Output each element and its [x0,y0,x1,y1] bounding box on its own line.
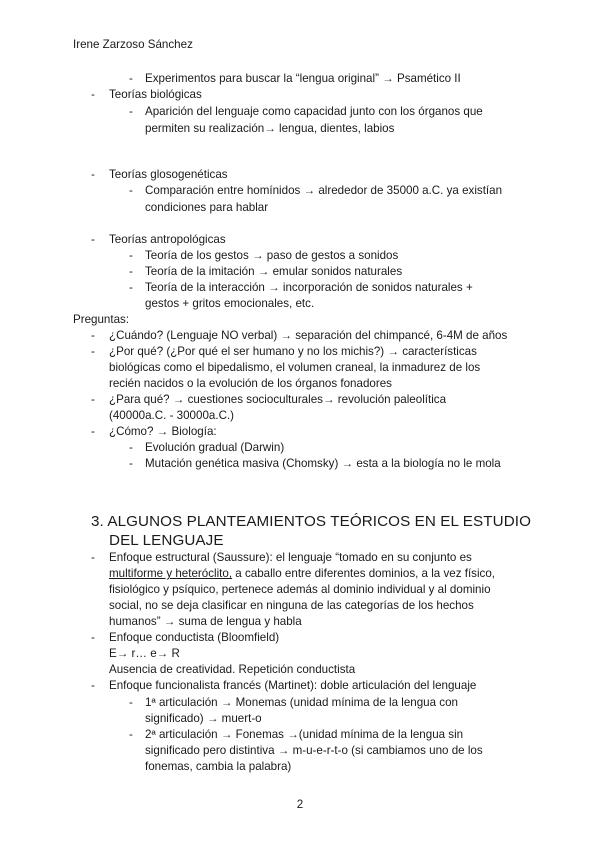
text-line: ¿Cuándo? (Lenguaje NO verbal) → separación del chimpancé, 6-4M de años [109,329,508,342]
section-heading: DEL LENGUAJE [109,532,224,549]
bullet-dash: - [91,631,95,644]
bullet-dash: - [129,105,133,118]
bullet-dash: - [91,679,95,692]
bullet-dash: - [91,393,95,406]
bullet-dash: - [91,551,95,564]
text-line: Teoría de la interacción → incorporación de sonidos naturales + [145,281,473,294]
text-line: Enfoque estructural (Saussure): el lenguaje “tomado en su conjunto es [109,551,472,564]
text-line: humanos” → suma de lengua y habla [109,615,302,628]
bullet-dash: - [91,425,95,438]
text-line: Teoría de los gestos → paso de gestos a sonidos [145,249,399,262]
bullet-dash: - [91,168,95,181]
text-line: 2ª articulación → Fonemas →(unidad mínima de la lengua sin [145,728,464,741]
text-line: ¿Para qué? → cuestiones socioculturales→ revolución paleolítica [109,393,447,406]
text-line: Experimentos para buscar la “lengua original” → Psamético II [145,72,461,85]
text-line: significado) → muert-o [145,712,262,725]
text-line: Preguntas: [73,313,130,326]
bullet-dash: - [129,728,133,741]
text-line: Evolución gradual (Darwin) [145,441,285,454]
text-span: a caballo entre diferentes dominios, a la vez físico, [232,567,496,580]
text-line: fisiológico y psíquico, pertenece además al dominio individual y al dominio [109,583,491,596]
text-line: Teoría de la imitación → emular sonidos naturales [145,265,403,278]
text-line: Mutación genética masiva (Chomsky) → esta a la biología no le mola [145,457,501,470]
text-line: Teorías biológicas [109,88,202,101]
text-line: Aparición del lenguaje como capacidad junto con los órganos que [145,105,483,118]
bullet-dash: - [129,457,133,470]
page-number: 2 [296,798,304,811]
text-line [109,566,495,582]
bullet-dash: - [129,249,133,262]
text-line: social, no se deja clasificar en ninguna de las categorías de los hechos [109,599,474,612]
bullet-dash: - [129,281,133,294]
text-line: 1ª articulación → Monemas (unidad mínima de la lengua con [145,696,458,709]
text-line: significado pero distintiva → m-u-e-r-t-o (si cambiamos uno de los [145,744,483,757]
document-header-author: Irene Zarzoso Sánchez [73,38,193,51]
bullet-dash: - [129,265,133,278]
text-line: condiciones para hablar [145,201,269,214]
text-line: Comparación entre homínidos → alrededor de 35000 a.C. ya existían [145,184,503,197]
bullet-dash: - [91,88,95,101]
text-line: ¿Por qué? (¿Por qué el ser humano y no los michis?) → características [109,345,477,358]
text-line: Enfoque conductista (Bloomfield) [109,631,280,644]
text-line: fonemas, cambia la palabra) [145,760,292,773]
bullet-dash: - [91,233,95,246]
text-line: Teorías antropológicas [109,233,226,246]
bullet-dash: - [91,345,95,358]
bullet-dash: - [129,441,133,454]
bullet-dash: - [129,696,133,709]
text-line: Enfoque funcionalista francés (Martinet): doble articulación del lenguaje [109,679,477,692]
underlined-phrase: multiforme y heteróclito, [109,567,233,580]
text-line: ¿Cómo? → Biología: [109,425,217,438]
text-line: (40000a.C. - 30000a.C.) [109,409,235,422]
section-heading: 3. ALGUNOS PLANTEAMIENTOS TEÓRICOS EN EL ESTUDIO [91,513,531,530]
text-line: recién nacidos o la evolución de los órganos fonadores [109,377,392,390]
text-line: gestos + gritos emocionales, etc. [145,297,315,310]
bullet-dash: - [129,72,133,85]
bullet-dash: - [91,329,95,342]
bullet-dash: - [129,184,133,197]
text-line: permiten su realización→ lengua, dientes, labios [145,122,395,135]
text-line: biológicas como el bipedalismo, el volumen craneal, la inmadurez de los [109,361,481,374]
text-line: Ausencia de creatividad. Repetición conductista [109,663,356,676]
text-line: Teorías glosogenéticas [109,168,228,181]
text-line: E→ r… e→ R [109,647,180,660]
